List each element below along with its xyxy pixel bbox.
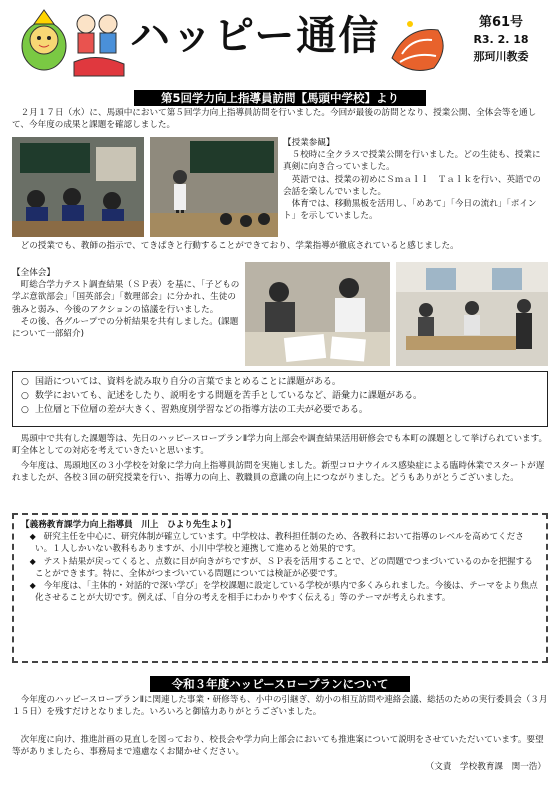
issue-item: ○ 国語については、資料を読み取り自分の言葉でまとめることに課題がある。 (21, 376, 539, 390)
advisor-comment: ◆ テスト結果が戻ってくると、点数に目が向きがちですが、ＳＰ表を活用することで、どの問題でつまづいているのかを把握することができます。特に、全体がつまづいている問題については検証が必要です。 (21, 556, 539, 580)
followup-paragraph-1: 馬頭中で共有した課題等は、先日のハッピースロープランⅡ学力向上部会や調査結果活用研修会でも本町の課題として挙げられています。町全体としての対応を考えていきたいと思います。 (12, 434, 548, 457)
section-heading-visit: 第5回学力向上指導員訪問【馬頭中学校】より (134, 90, 426, 106)
general-meeting-block (12, 267, 240, 340)
lesson-observation-p1: ５校時に全クラスで授業公開を行いました。どの生徒も、授業に真剣に向き合っていました。 (283, 150, 541, 173)
advisor-comment: ◆ 研究主任を中心に、研究体制が確立しています。中学校は、教科担任制のため、各教科において指導のレベルを高めてください。１人しかいない教科もありますが、小川中学校と連携して進めると効果的です。 (21, 531, 539, 555)
issuer: 那珂川教委 (473, 50, 529, 63)
mascot-illustration (12, 4, 130, 78)
decoration-illustration (386, 18, 452, 76)
general-meeting-title: 【全体会】 (12, 268, 55, 278)
plan-paragraph-1: 今年度のハッピースロープランⅡに関連した事業・研修等も、小中の引継ぎ、幼小の相互訪問や連絡会議、総括のための実行委員会（３月１５日）を残すだけとなりました。いろいろと御協力ありがとうございました。 (12, 695, 548, 718)
issue-number: 第61号 (478, 15, 524, 30)
issue-info (446, 14, 556, 65)
classroom-photo-1 (12, 137, 144, 237)
advisor-comments-box (12, 513, 548, 663)
followup-paragraph-2: 今年度は、馬頭地区の３小学校を対象に学力向上指導員訪問を実施しました。新型コロナウイルス感染症による臨時休業でスタートが遅れましたが、各校３回の研究授業を行い、指導力の向上、教職員の意識の向上につながりました。どうもありがとうございました。 (12, 461, 545, 484)
issues-box (12, 371, 548, 427)
meeting-photo-2 (396, 262, 548, 366)
lesson-observation-p3: 体育では、移動黒板を活用し、「めあて」「今日の流れ」「ポイント」を示していました。 (283, 199, 537, 222)
meeting-photo-1 (245, 262, 390, 366)
issue-date: R3. 2. 18 (473, 33, 529, 46)
author-signature: （文責 学校教育課 関一浩） (425, 762, 546, 772)
plan-paragraph-2: 次年度に向け、推進計画の見直しを図っており、校長会や学力向上部会においても推進案について説明をさせていただいています。要望等がありましたら、事務局まで遠慮なくお聞かせください。 (12, 735, 544, 758)
masthead (0, 0, 560, 80)
advisor-comments-heading: 【義務教育課学力向上指導員 川上 ひより先生より】 (21, 520, 236, 530)
section-heading-plan: 令和３年度ハッピースロープランについて (150, 676, 410, 692)
newsletter-title: ハッピー通信 (130, 13, 381, 59)
advisor-comment: ◆ 今年度は、「主体的・対話的で深い学び」を学校課題に設定している学校が県内で多くみられました。今後は、テーマをより焦点化させることが大切です。例えば、「自分の考えを相手にわかりやすく伝える」等のテーマが考えられます。 (21, 580, 539, 604)
issue-item: ○ 数学においても、記述をしたり、説明をする問題を苦手としているなど、語彙力に課題がある。 (21, 390, 539, 404)
issue-item: ○ 上位層と下位層の差が大きく、習熟度別学習などの指導方法の工夫が必要である。 (21, 404, 539, 418)
classroom-photo-2 (150, 137, 278, 237)
lesson-observation-block (283, 137, 549, 222)
lesson-observation-title: 【授業参観】 (283, 138, 335, 148)
intro-paragraph: ２月１７日（水）に、馬頭中において第５回学力向上指導員訪問を行いました。今回が最後の訪問となり、授業公開、全体会等を通して、今年度の成果と課題を確認しました。 (12, 108, 537, 131)
lesson-summary: どの授業でも、教師の指示で、てきぱきと行動することができており、学業指導が徹底されていると感じました。 (20, 241, 459, 251)
general-meeting-p2: その後、各グループでの分析結果を共有しました。(課題について一部紹介) (12, 316, 239, 340)
general-meeting-p1: 町総合学力テスト調査結果（ＳＰ表）を基に、「子どもの学ぶ意欲部会」「国英部会」「数理部会」に分かれ、生徒の強みと弱み、今後のアクションの協議を行いました。 (12, 280, 240, 315)
lesson-observation-p2: 英語では、授業の初めにＳｍａｌｌ Ｔａｌｋを行い、英語での会話を楽しんでいました。 (283, 174, 541, 197)
